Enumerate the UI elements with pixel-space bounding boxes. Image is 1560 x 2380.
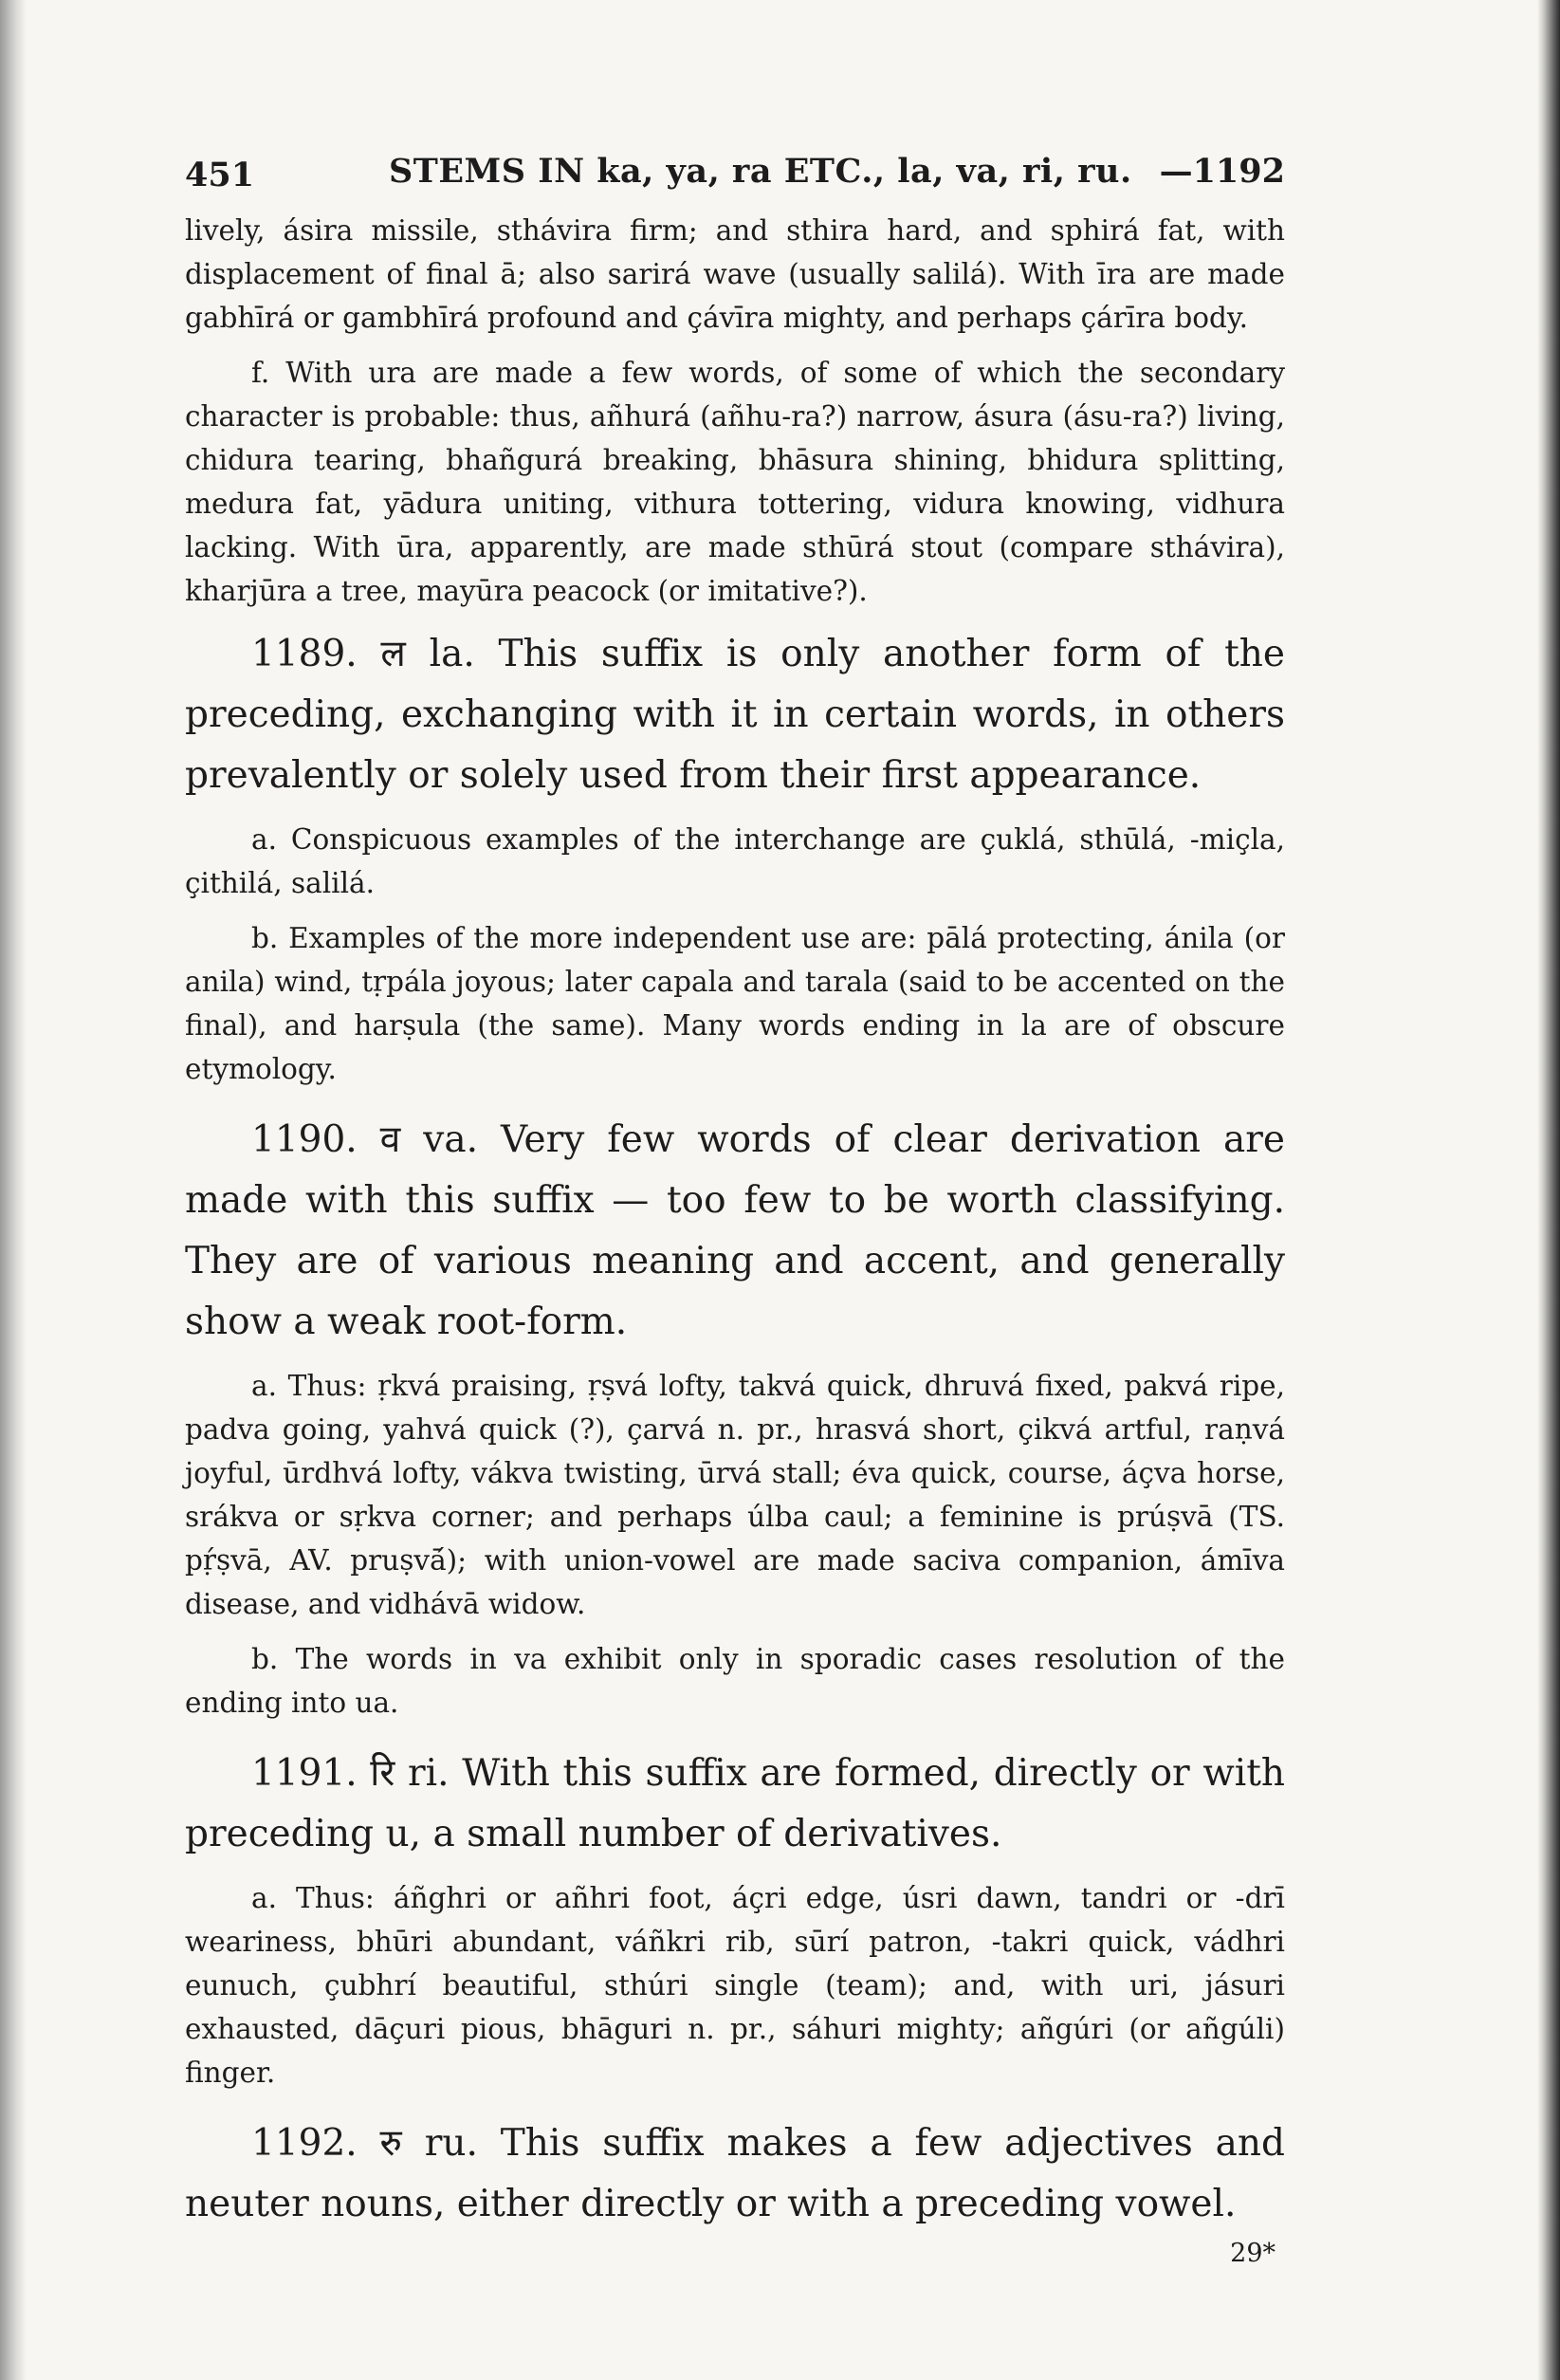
page-number: 451 [185,156,255,194]
section-1189: 1189. ल la. This suffix is only another form of the preceding, exchanging with it in certain words, in others prevalently or solely used from their first appearance. [185,633,1285,797]
section-range: —1192 [1159,152,1285,191]
paragraph-1189a: a. Conspicuous examples of the interchange are çuklá, sthūlá, -miçla, çithilá, salilá. [185,823,1285,899]
section-1190: 1190. व va. Very few words of clear derivation are made with this suffix — too few to be worth classifying. They are of various meaning and accent, and generally show a weak root-form. [185,1118,1285,1343]
page-binding-shadow-right [1537,0,1560,2380]
paragraph-1190b: b. The words in va exhibit only in sporadic cases resolution of the ending into ua. [185,1643,1285,1719]
section-1192: 1192. रु ru. This suffix makes a few adjectives and neuter nouns, either directly or with a preceding vowel. [185,2122,1285,2225]
running-title: STEMS IN ka, ya, ra ETC., la, va, ri, ru. [389,152,1132,191]
section-1191: 1191. रि ri. With this suffix are formed, directly or with preceding u, a small number of derivatives. [185,1752,1285,1855]
running-header [185,142,1285,209]
paragraph-1191a: a. Thus: áñghri or añhri foot, áçri edge, úsri dawn, tandri or -drī weariness, bhūri abundant, váñkri rib, sūrí patron, -takri quick, vádhri eunuch, çubhrí beautiful, sthúri single (team); and, with uri, jásuri exhausted, dāçuri pious, bhāguri n. pr., sáhuri mighty; añgúri (or añgúli) finger. [185,1882,1285,2089]
paragraph-continuation: lively, ásira missile, sthávira firm; and sthira hard, and sphirá fat, with displacement of final ā; also sarirá wave (usually salilá). With īra are made gabhīrá or gambhīrá profound and çávīra mighty, and perhaps çárīra body. [185,214,1285,334]
page-binding-shadow-left [0,0,27,2380]
paragraph-1190a: a. Thus: ṛkvá praising, ṛṣvá lofty, takvá quick, dhruvá fixed, pakvá ripe, padva going, yahvá quick (?), çarvá n. pr., hrasvá short, çikvá artful, raṇvá joyful, ūrdhvá lofty, vákva twisting, ūrvá stall; éva quick, course, áçva horse, srákva or sṛkva corner; and perhaps úlba caul; a feminine is prúṣvā (TS. pṛ́ṣvā, AV. pruṣvā́); with union-vowel are made saciva companion, ámīva disease, and vidhávā widow. [185,1370,1285,1620]
printer-signature: 29* [1230,2239,1276,2268]
paragraph-1188f: f. With ura are made a few words, of some of which the secondary character is probable: thus, añhurá (añhu-ra?) narrow, ásura (ásu-ra?) living, chidura tearing, bhañgurá breaking, bhāsura shining, bhidura splitting, medura fat, yādura uniting, vithura tottering, vidura knowing, vidhura lacking. With ūra, apparently, are made sthūrá stout (compare sthávira), kharjūra a tree, mayūra peacock (or imitative?). [185,357,1285,607]
book-page [185,142,1285,2282]
paragraph-1189b: b. Examples of the more independent use are: pālá protecting, ánila (or anila) wind, tṛpála joyous; later capala and tarala (said to be accented on the final), and harṣula (the same). Many words ending in la are of obscure etymology. [185,922,1285,1085]
